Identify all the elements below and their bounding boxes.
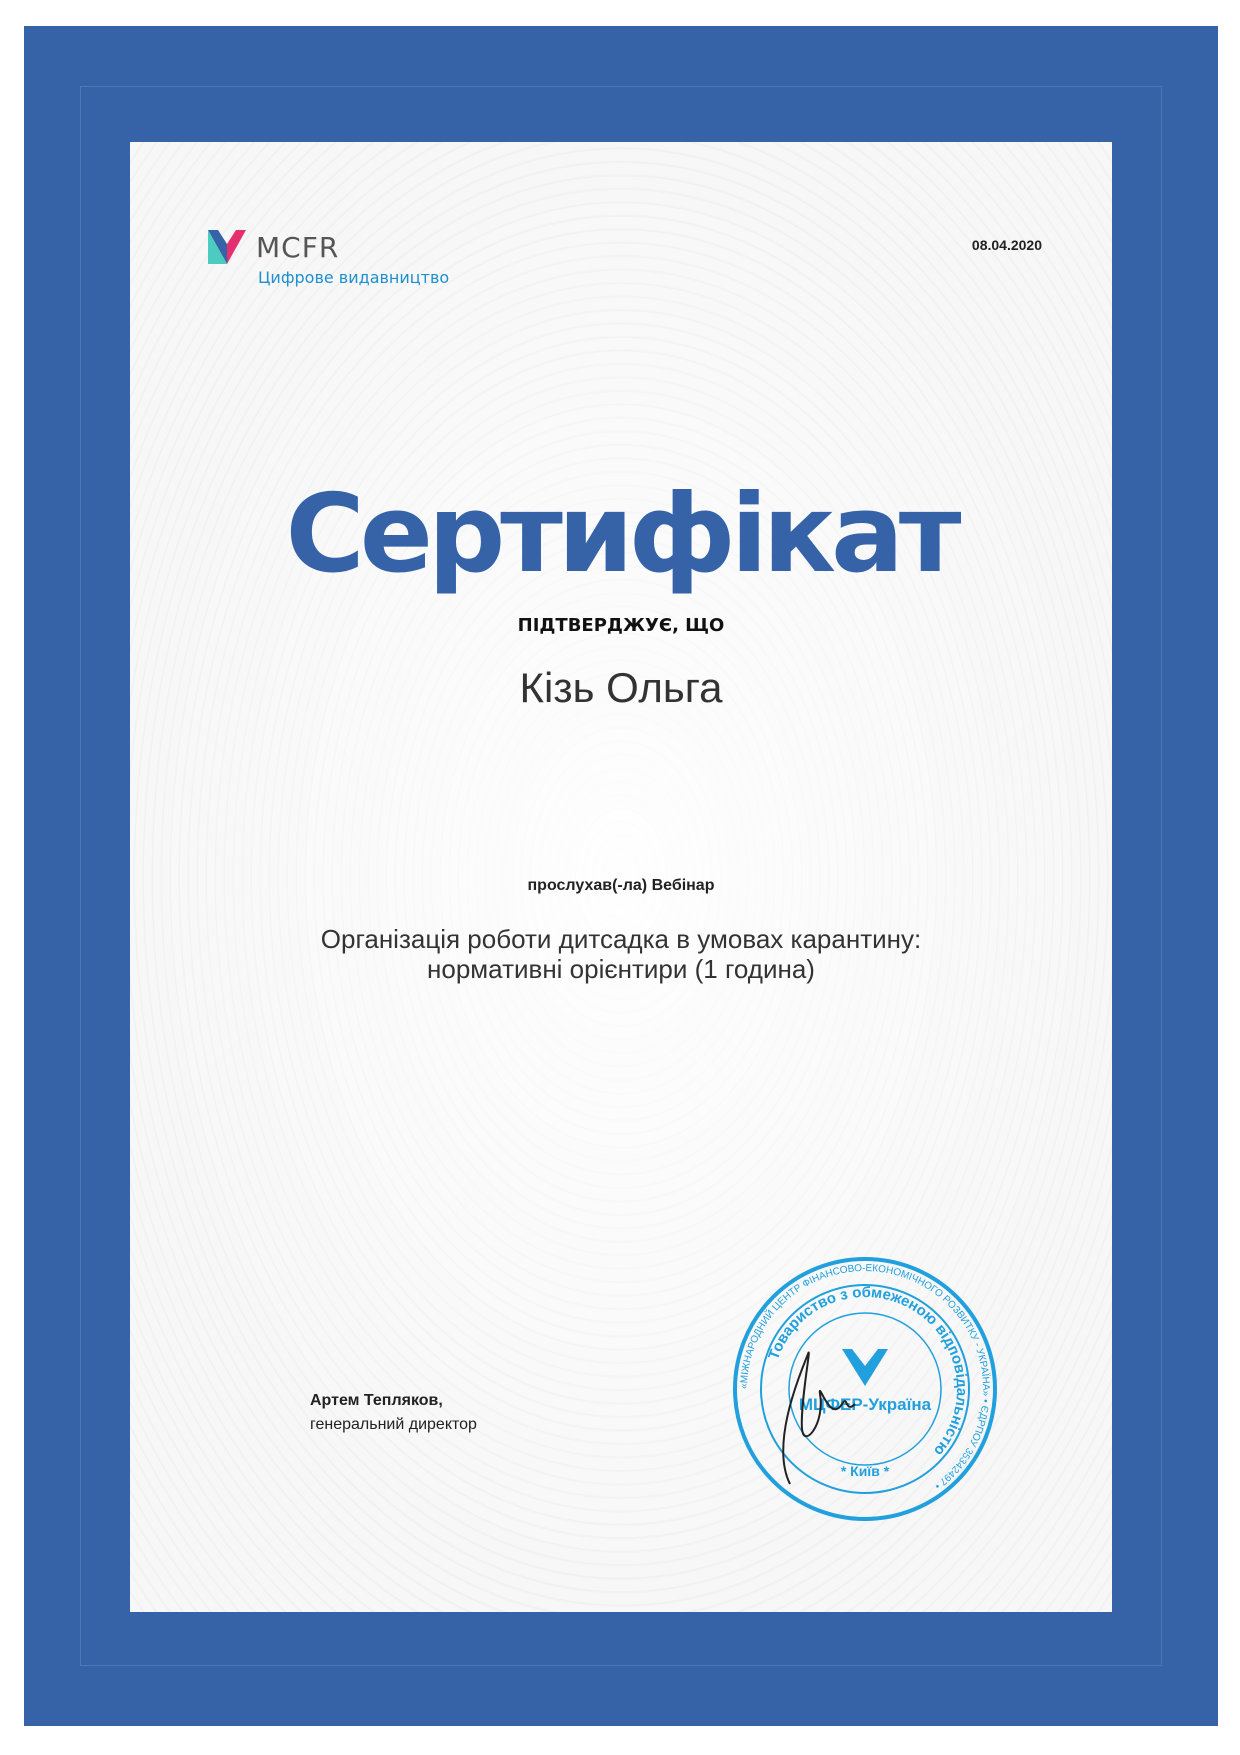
stamp-city: * Київ * [840, 1463, 890, 1479]
certificate-title: Сертифікат [285, 472, 957, 597]
course-title-line-1: Організація роботи дитсадка в умовах карантину: [320, 924, 922, 954]
course-title [130, 924, 1112, 984]
logo-brand: MCFR [256, 230, 340, 264]
stamp-center-text: МЦФЕР-Україна [798, 1395, 932, 1414]
mcfr-logo-icon [208, 230, 246, 264]
confirms-text: ПІДТВЕРДЖУЄ, ЩО [517, 615, 725, 636]
certificate-date: 08.04.2020 [971, 237, 1042, 253]
stamp-logo-icon [842, 1349, 865, 1386]
signer-name: Артем Тепляков, [310, 1392, 443, 1409]
signer-role: генеральний директор [310, 1416, 477, 1433]
certificate-sheet [130, 142, 1112, 1612]
mcfr-logo [208, 230, 449, 287]
course-title-line-2: нормативні орієнтири (1 година) [427, 954, 815, 984]
signer-block [310, 1392, 477, 1434]
attended-text: прослухав(-ла) Вебінар [527, 877, 715, 894]
stamp-outer-text: «МІЖНАРОДНИЙ ЦЕНТР ФІНАНСОВО-ЕКОНОМІЧНОГО РОЗВИТКУ - УКРАЇНА» • ЄДРПОУ 35342497 • [738, 1262, 992, 1492]
logo-subtitle: Цифрове видавництво [258, 268, 450, 287]
recipient-name: Кізь Ольга [519, 664, 723, 711]
stamp-inner-text: Товариство з обмеженою відповідальністю [765, 1283, 971, 1459]
company-stamp [730, 1254, 1000, 1524]
